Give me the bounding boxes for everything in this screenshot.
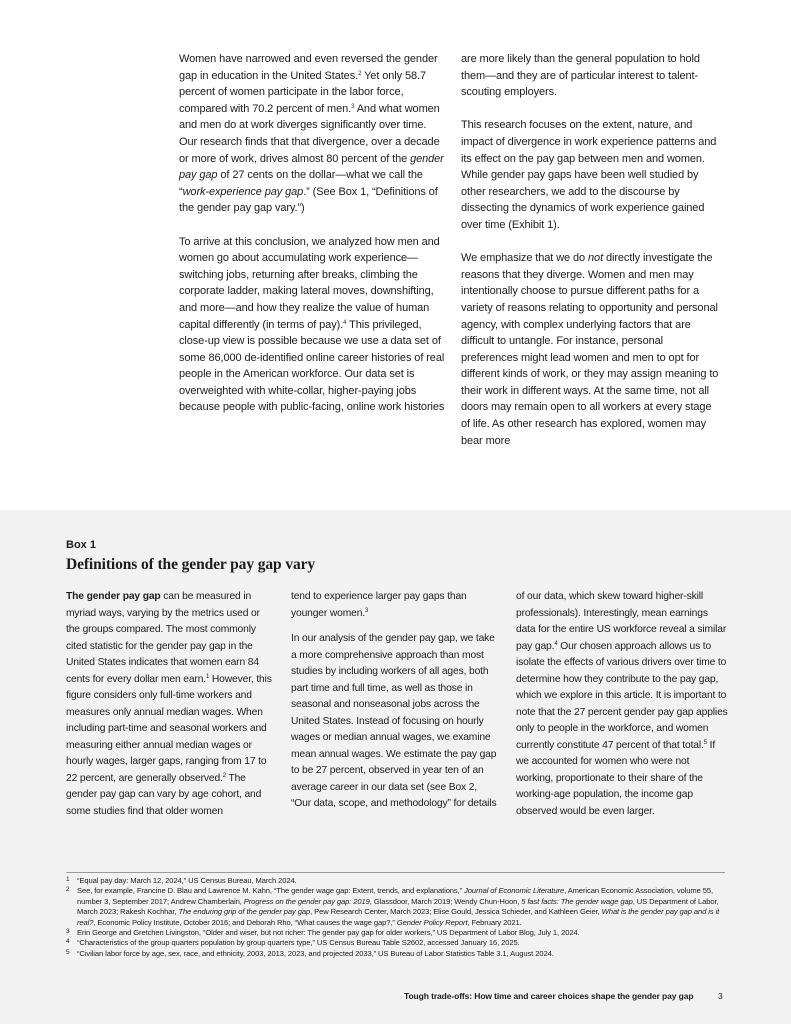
page-number: 3 (718, 991, 723, 1001)
footnote-4: 4 “Characteristics of the group quarters population by group quarters type,” US Census Bureau Table S2602, accessed January 16, 2025. (66, 938, 520, 948)
body-column-right (461, 51, 721, 449)
box-column-1 (66, 589, 272, 829)
footnote-3: 3 Erin George and Gretchen Livingston, “Older and wiser, but not richer: The gender pay gap for older workers,” US Department of Labor Blog, July 1, 2024. (66, 928, 580, 938)
paragraph: To arrive at this conclusion, we analyzed how men and women go about accumulating work experience—switching jobs, returning after breaks, climbing the corporate ladder, making lateral moves, downshifting, and more—and how they realize the value of human capital differently (in terms of pay).$^4$ This privileged, close-up view is possible because we use a data set of some 86,000 de-identified online career histories of real people in the American workforce. Our data set is overweighted with white-collar, higher-paying jobs because people with public-facing, online work histories (179, 235, 445, 414)
footnote-2: 2 See, for example, Francine D. Blau and Lawrence M. Kahn, “The gender wage gap: Extent, trends, and explanations,” Journal of Economic Literature, American Economic Association, volume 55, number 3, September 2017; Andrew Chamberlain, Progress on the gender pay gap: 2019, Glassdoor, March 2019; Wendy Chun-Hoon, 5 fast facts: The gender wage gap, US Department of Labor, March 2023; Rakesh Kochhar, The enduring grip of the gender pay gap, Pew Research Center, March 2023; Elise Gould, Jessica Schieder, and Kathleen Geier, What is the gender pay gap and is it real?, Economic Policy Institute, October 2016; and Deborah Rho, “What causes the wage gap?,” Gender Policy Report, February 2021. (66, 886, 720, 927)
paragraph: This research focuses on the extent, nature, and impact of divergence in work experience patterns and its effect on the pay gap between men and women. While gender pay gaps have been well studied by other researchers, we add to the discourse by dissecting the dynamics of work experience gained over time (Exhibit 1). (461, 119, 717, 231)
running-footer-title: Tough trade-offs: How time and career choices shape the gender pay gap (404, 991, 694, 1001)
paragraph: tend to experience larger pay gaps than younger women.$^3$ (291, 591, 467, 619)
footnote-5: 5 “Civilian labor force by age, sex, race, and ethnicity, 2003, 2013, 2023, and projected 2033,” US Bureau of Labor Statistics Table 3.1, August 2024. (66, 948, 554, 958)
paragraph: are more likely than the general population to hold them—and they are of particular interest to talent-scouting employers. (461, 53, 700, 99)
footnote-ref[interactable]: 3 (365, 607, 369, 614)
footnote-divider (66, 872, 725, 873)
footnote-ref[interactable]: 4 (343, 319, 347, 326)
paragraph: Women have narrowed and even reversed the gender gap in education in the United States.$^2$ Yet only 58.7 percent of women participate in the labor force, compared with 70.2 percent of men.$^3$ And what women and men do at work diverges significantly over time. Our research finds that that divergence, over a decade or more of work, drives almost 80 percent of the gender pay gap of 27 cents on the dollar—what we call the “work-experience pay gap.” (See Box 1, “Definitions of the gender pay gap vary.”) (179, 53, 444, 215)
footnotes (66, 876, 728, 959)
paragraph: The gender pay gap can be measured in myriad ways, varying by the metrics used or the groups compared. The most commonly cited statistic for the gender pay gap in the United States indicates that women earn 84 cents for every dollar men earn.$^1$ However, this figure considers only full-time workers and measures only annual median wages. When including part-time and seasonal workers and measuring either annual median wages or hourly wages, larger gaps, ranging from 17 to 22 percent, are generally observed.$^2$ The gender pay gap can vary by age cohort, and some studies find that older women (66, 591, 272, 817)
paragraph: We emphasize that we do not directly investigate the reasons that they diverge. Women and men may intentionally choose to pursue different paths for a variety of reasons relating to opportunity and personal agency, with complex underlying factors that are difficult to untangle. For instance, personal preferences might lead women and men to opt for different kinds of work, or they may assign meaning to their work in different ways. At the same time, not all doors may remain open to all workers at every stage of life. As other research has explored, women may bear more (461, 252, 719, 447)
footnote-ref[interactable]: 2 (222, 772, 226, 779)
box-label: Box 1 (66, 539, 96, 551)
definitions-box (0, 510, 791, 1024)
footnote-ref[interactable]: 4 (554, 640, 558, 647)
box-column-3 (516, 589, 728, 829)
footnote-ref[interactable]: 5 (703, 739, 707, 746)
paragraph: of our data, which skew toward higher-skill professionals). Interestingly, mean earnings data for the entire US workforce reveal a similar pay gap.$^4$ Our chosen approach allows us to isolate the effects of various drivers over time to determine how they contribute to the pay gap, which we explore in this article. It is important to note that the 27 percent gender pay gap applies only to people in the workforce, and women currently constitute 47 percent of that total.$^5$ If we accounted for women who were not working, proportionate to their share of the working-age population, the income gap observed would be even larger. (516, 591, 728, 817)
footnote-ref[interactable]: 2 (358, 70, 362, 77)
box-title: Definitions of the gender pay gap vary (66, 556, 316, 573)
lead-term: The gender pay gap (66, 591, 161, 602)
footnote-ref[interactable]: 1 (206, 673, 210, 680)
body-column-left (179, 51, 445, 416)
footnote-ref[interactable]: 3 (351, 103, 355, 110)
box-column-2 (291, 589, 499, 822)
paragraph: In our analysis of the gender pay gap, we take a more comprehensive approach than most studies by including workers of all ages, both part time and full time, as well as those in seasonal and nonseasonal jobs across the United States. Instead of focusing on hourly wages or median annual wages, we examine mean annual wages. We estimate the pay gap to be 27 percent, observed in year ten of an average career in our data set (see Box 2, “Our data, scope, and methodology” for details (291, 633, 497, 809)
footnote-1: 1 “Equal pay day: March 12, 2024,” US Census Bureau, March 2024. (66, 876, 297, 885)
